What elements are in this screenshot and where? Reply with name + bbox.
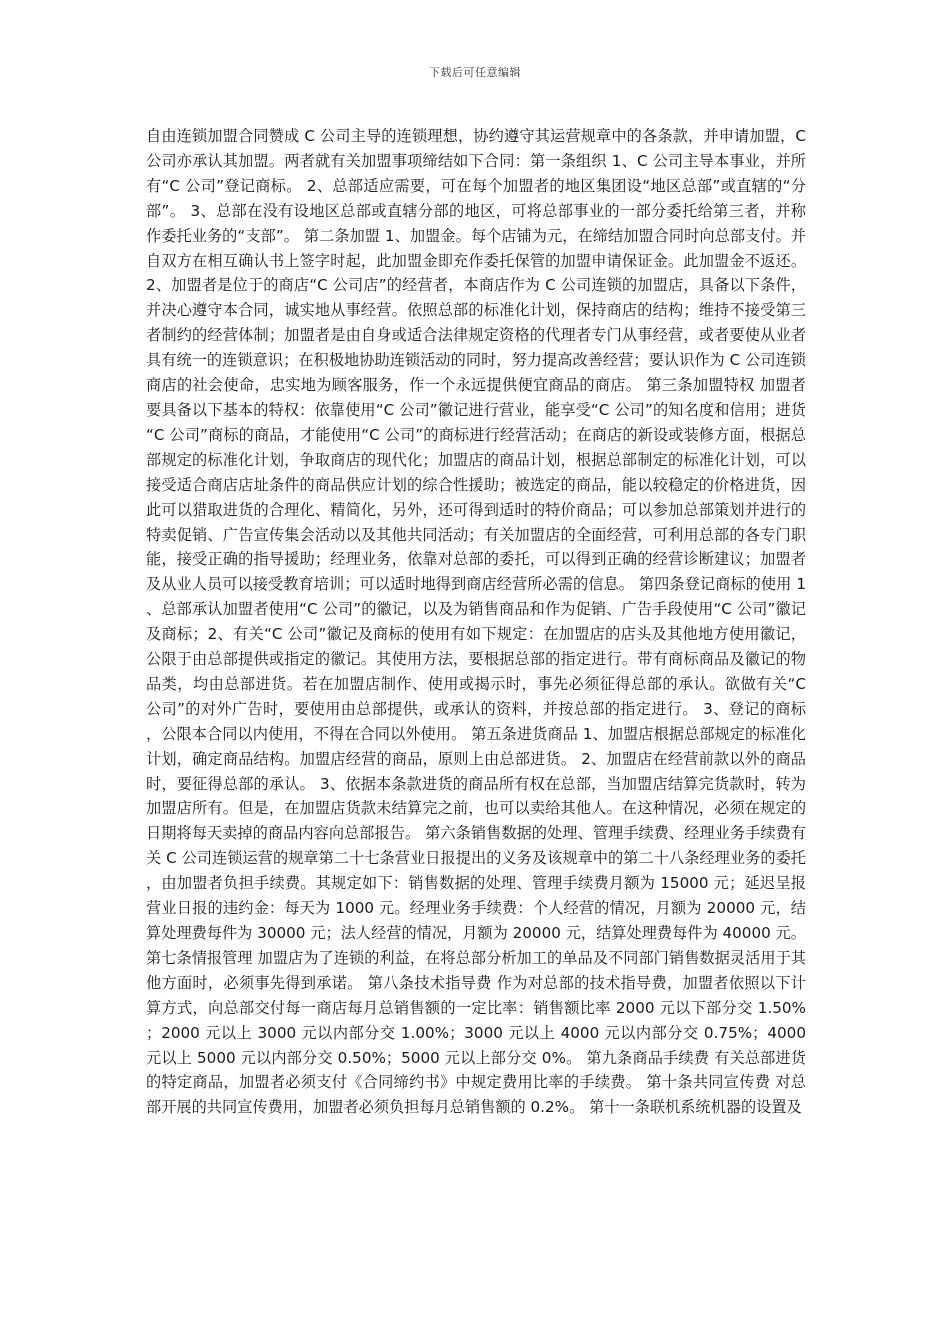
contract-body-text: 自由连锁加盟合同赞成 C 公司主导的连锁理想，协约遵守其运营规章中的各条款，并申请加盟，C 公司亦承认其加盟。两者就有关加盟事项缔结如下合同：第一条组织 1、C 公司主导本事业，并所有“C 公司”登记商标。 2、总部适应需要，可在每个加盟者的地区集团设“地区总部”或直辖的“分部”。 3、总部在没有设地区总部或直辖分部的地区，可将总部事业的一部分委托给第三者，并称作委托业务的“支部”。 第二条加盟 1、加盟金。每个店铺为元，在缔结加盟合同时向总部支付。并自双方在相互确认书上签字时起，此加盟金即充作委托保管的加盟申请保证金。此加盟金不返还。 2、加盟者是位于的商店“C 公司店”的经营者，本商店作为 C 公司连锁的加盟店，具备以下条件，并决心遵守本合同，诚实地从事经营。依照总部的标准化计划，保持商店的结构；维持不接受第三者制约的经营体制；加盟者是由自身或适合法律规定资格的代理者专门从事经营，或者要使从业者具有统一的连锁意识；在积极地协助连锁活动的同时，努力提高改善经营；要认识作为 C 公司连锁商店的社会使命，忠实地为顾客服务，作一个永远提供便宜商品的商店。 第三条加盟特权 加盟者要具备以下基本的特权：依靠使用“C 公司”徽记进行营业，能享受“C 公司”的知名度和信用；进货“C 公司”商标的商品，才能使用“C 公司”的商标进行经营活动；在商店的新设或装修方面，根据总部规定的标准化计划，争取商店的现代化；加盟店的商品计划，根据总部制定的标准化计划，可以接受适合商店店址条件的商品供应计划的综合性援助；被选定的商品，能以较稳定的价格进货，因此可以猎取进货的合理化、精简化，另外，还可得到适时的特价商品；可以参加总部策划并进行的特卖促销、广告宣传集会活动以及其他共同活动；有关加盟店的全面经营，可利用总部的各专门职能，接受正确的指导援助；经理业务，依靠对总部的委托，可以得到正确的经营诊断建议；加盟者及从业人员可以接受教育培训；可以适时地得到商店经营所必需的信息。 第四条登记商标的使用 1、总部承认加盟者使用“C 公司”的徽记，以及为销售商品和作为促销、广告手段使用“C 公司”徽记及商标；2、有关“C 公司”徽记及商标的使用有如下规定：在加盟店的店头及其他地方使用徽记，公限于由总部提供或指定的徽记。其使用方法，要根据总部的指定进行。带有商标商品及徽记的物品类，均由总部进货。若在加盟店制作、使用或揭示时，事先必须征得总部的承认。欲做有关“C 公司”的对外广告时，要使用由总部提供，或承认的资料，并按总部的指定进行。 3、登记的商标，公限本合同以内使用，不得在合同以外使用。 第五条进货商品 1、加盟店根据总部规定的标准化计划，确定商品结构。加盟店经营的商品，原则上由总部进货。 2、加盟店在经营前款以外的商品时，要征得总部的承认。 3、依据本条款进货的商品所有权在总部，当加盟店结算完货款时，转为加盟店所有。但是，在加盟店货款未结算完之前，也可以卖给其他人。在这种情况，必须在规定的日期将每天卖掉的商品内容向总部报告。 第六条销售数据的处理、管理手续费、经理业务手续费有关 C 公司连锁运营的规章第二十七条营业日报提出的义务及该规章中的第二十八条经理业务的委托，由加盟者负担手续费。其规定如下：销售数据的处理、管理手续费月额为 15000 元；延迟呈报营业日报的违约金：每天为 1000 元。经理业务手续费：个人经营的情况，月额为 20000 元，结算处理费每件为 30000 元；法人经营的情况，月额为 20000 元，结算处理费每件为 40000 元。 第七条情报管理 加盟店为了连锁的利益，在将总部分析加工的单品及不同部门销售数据灵活用于其他方面时，必须事先得到承诺。 第八条技术指导费 作为对总部的技术指导费，加盟者依照以下计算方式，向总部交付每一商店每月总销售额的一定比率：销售额比率 2000 元以下部分交 1.50%；2000 元以上 3000 元以内部分交 1.00%；3000 元以上 4000 元以内部分交 0.75%；4000 元以上 5000 元以内部分交 0.50%；5000 元以上部分交 0%。 第九条商品手续费 有关总部进货的特定商品，加盟者必须支付《合同缔约书》中规定费用比率的手续费。 第十条共同宣传费 对总部开展的共同宣传费用，加盟者必须负担每月总销售额的 0.2%。 第十一条联机系统机器的设置及 xyxy=(146,127,806,1117)
page-header: 下载后可任意编辑 xyxy=(429,66,521,79)
